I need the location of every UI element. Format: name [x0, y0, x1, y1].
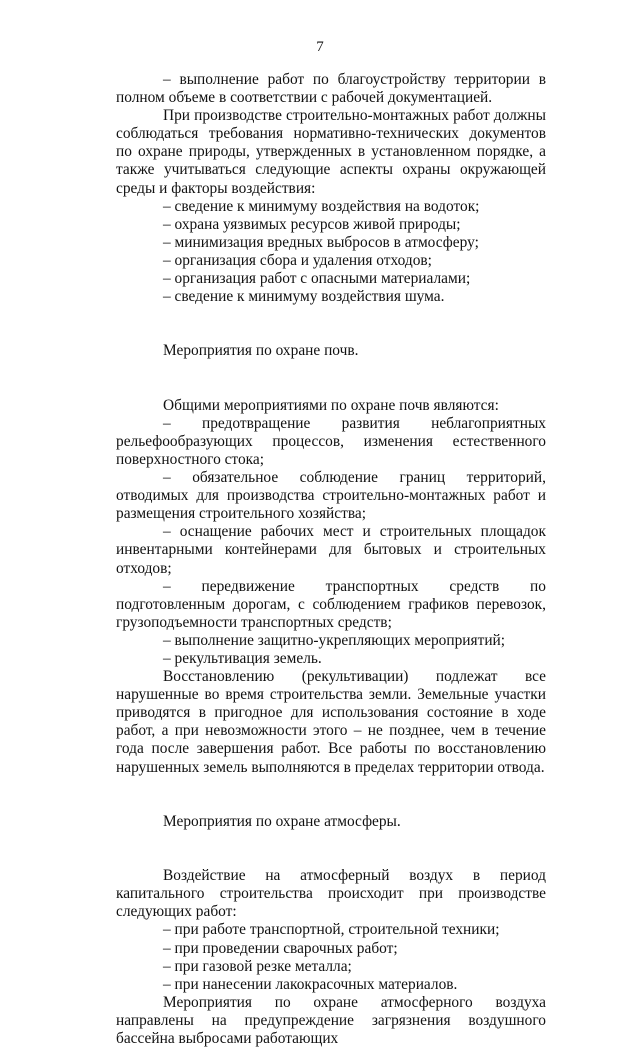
paragraph: – выполнение работ по благоустройству территории в полном объеме в соответствии с рабочей документацией.: [116, 71, 546, 107]
section-heading: Мероприятия по охране почв.: [163, 342, 359, 360]
blank-line: [116, 777, 546, 813]
blank-line: [116, 306, 546, 342]
blank-line: [116, 361, 546, 397]
list-item: – при газовой резке металла;: [163, 957, 352, 975]
section-heading: Мероприятия по охране атмосферы.: [163, 812, 401, 830]
list-item: – передвижение транспортных средств по подготовленным дорогам, с соблюдением графиков перевозок, грузоподъемности транспортных средств;: [116, 577, 546, 631]
list-item: – организация сбора и удаления отходов;: [163, 251, 432, 269]
list-item: – сведение к минимуму воздействия на водоток;: [163, 197, 480, 215]
paragraph: Общими мероприятиями по охране почв являются:: [163, 396, 499, 414]
paragraph: Мероприятия по охране атмосферного воздуха направлены на предупреждение загрязнения воздушного бассейна выбросами работающих: [116, 993, 546, 1047]
list-item: – рекультивация земель.: [163, 650, 322, 667]
list-item: – обязательное соблюдение границ территорий, отводимых для производства строительно-монтажных работ и размещения строительного хозяйства;: [116, 469, 546, 523]
blank-line: [116, 831, 546, 867]
list-item: – оснащение рабочих мест и строительных площадок инвентарными контейнерами для бытовых и строительных отходов;: [116, 523, 546, 577]
list-item: – при нанесении лакокрасочных материалов.: [163, 975, 458, 993]
paragraph: Восстановлению (рекультивации) подлежат все нарушенные во время строительства земли. Земельные участки приводятся в пригодное для использования состояние в ходе работ, а при невозможности этого – не позднее, чем в течение года после завершения работ. Все работы по восстановлению нарушенных земель выполняются в пределах территории отвода.: [116, 668, 546, 776]
list-item: – при работе транспортной, строительной техники;: [163, 921, 500, 939]
list-item: – сведение к минимуму воздействия шума.: [163, 288, 445, 306]
paragraph: Воздействие на атмосферный воздух в период капитального строительства происходит при производстве следующих работ:: [116, 867, 546, 921]
list-item: – охрана уязвимых ресурсов живой природы;: [163, 215, 461, 233]
page-body: [116, 71, 546, 1048]
list-item: – организация работ с опасными материалами;: [163, 270, 471, 288]
list-item: – выполнение защитно-укрепляющих мероприятий;: [163, 631, 506, 649]
page-number: 7: [316, 39, 324, 55]
paragraph: При производстве строительно-монтажных работ должны соблюдаться требования нормативно-технических документов по охране природы, утвержденных в установленном порядке, а также учитываться следующие аспекты охраны окружающей среды и факторы воздействия:: [116, 107, 546, 197]
list-item: – при проведении сварочных работ;: [163, 939, 398, 957]
list-item: – предотвращение развития неблагоприятных рельефообразующих процессов, изменения естественного поверхностного стока;: [116, 414, 546, 468]
list-item: – минимизация вредных выбросов в атмосферу;: [163, 233, 479, 251]
